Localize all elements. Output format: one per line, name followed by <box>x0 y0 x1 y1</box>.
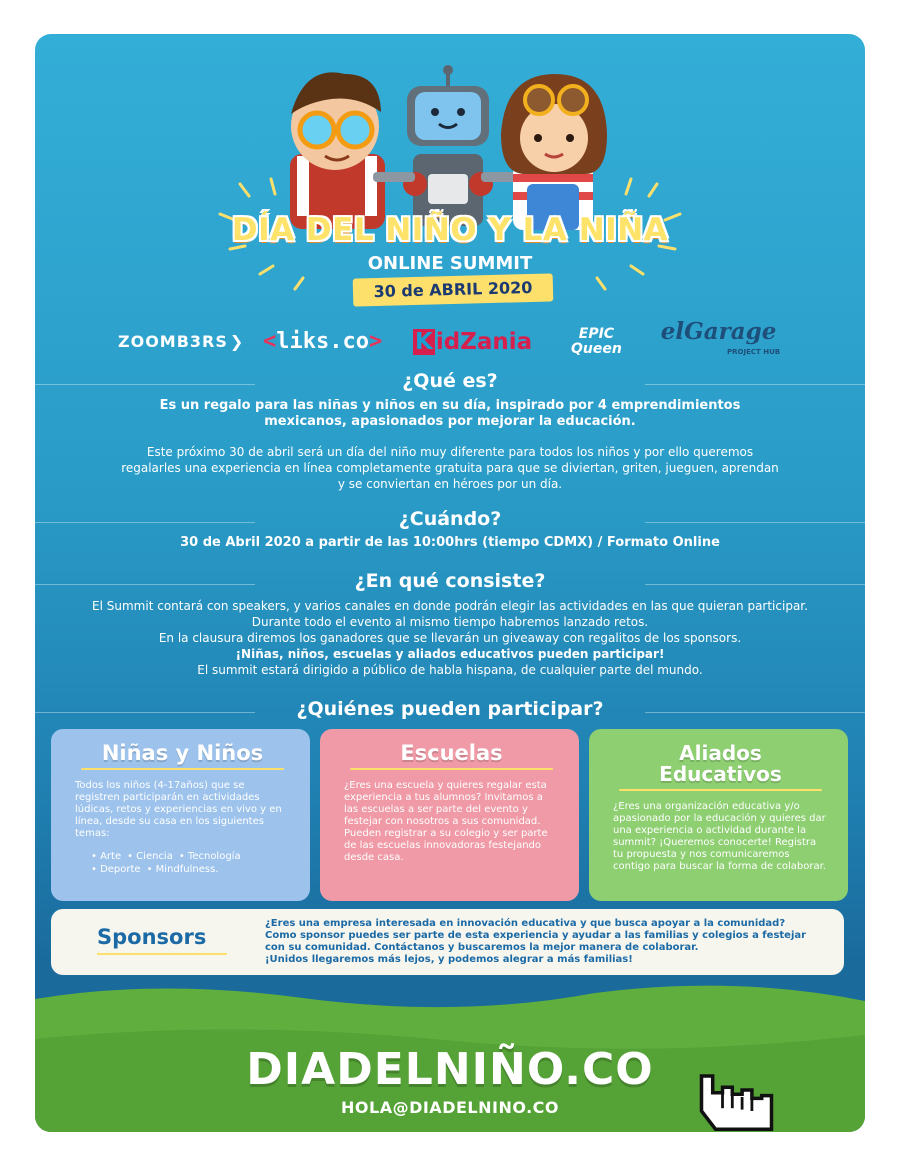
consiste-description <box>65 598 835 678</box>
card-title: Niñas y Niños <box>101 741 264 765</box>
que-es-intro <box>65 398 835 430</box>
topic-item: • Deporte <box>91 864 141 875</box>
logo-zoombers <box>118 319 244 364</box>
card-body: ¿Eres una organización educativa y/o apasionado por la educación y quieres dar una experiencia o actividad durante la summit? ¡Queremos conocerte! Registra tu propuesta y nos comunicaremos contigo para buscar la forma de colaborar. <box>613 801 826 872</box>
consiste-line: El summit estará dirigido a público de habla hispana, de cualquier parte del mundo. <box>197 663 703 677</box>
que-es-bold-line: Es un regalo para las niñas y niños en su día, inspirado por 4 emprendimientos <box>159 398 741 413</box>
card-underline <box>350 768 553 770</box>
que-es-line: y se conviertan en héroes por un día. <box>337 477 563 491</box>
logo-epic-queen <box>571 319 622 364</box>
topic-item: • Ciencia <box>127 851 173 862</box>
consiste-highlight: ¡Niñas, niños, escuelas y aliados educativos pueden participar! <box>235 647 665 661</box>
topics-list <box>75 850 290 876</box>
poster <box>35 34 865 1132</box>
date-banner: 30 de ABRIL 2020 <box>353 273 554 306</box>
que-es-line: Este próximo 30 de abril será un día del niño muy diferente para todos los niños y por ello queremos <box>146 445 754 459</box>
logo-liks <box>263 319 382 364</box>
sponsors-title: Sponsors <box>97 925 207 949</box>
sponsors-underline <box>97 953 227 955</box>
website-link[interactable]: DIADELNIÑO.CO <box>246 1044 654 1095</box>
card-title: Escuelas <box>400 741 503 765</box>
que-es-description <box>65 444 835 492</box>
girl-illustration <box>501 74 607 230</box>
robot-illustration <box>373 65 523 226</box>
card-body: Todos los niños (4-17años) que se registren participarán en actividades lúdicas, retos y experiencias en vivo y en línea, desde su casa en los siguientes temas: <box>75 780 282 839</box>
cuando-text: 30 de Abril 2020 a partir de las 10:00hrs (tiempo CDMX) / Formato Online <box>180 535 720 550</box>
sponsors-panel <box>51 909 844 975</box>
zoombers-text: ZOOMB3RS <box>118 332 228 351</box>
card-aliados <box>589 729 848 901</box>
kidzania-k: K <box>415 328 433 355</box>
que-es-bold-line: mexicanos, apasionados por mejorar la educación. <box>264 414 636 429</box>
logo-kidzania <box>413 319 532 364</box>
card-title-line-2: Educativos <box>659 762 782 786</box>
topic-item: • Tecnología <box>178 851 241 862</box>
section-title-cuando: ¿Cuándo? <box>35 508 865 530</box>
consiste-line: En la clausura diremos los ganadores que se llevarán un giveaway con regalitos de los sponsors. <box>158 631 742 645</box>
sponsors-line: con su comunidad. Contáctanos y buscaremos la mejor manera de colaborar. <box>265 942 699 953</box>
pointing-hand-cursor-icon <box>675 1069 805 1132</box>
card-title-line-1: Aliados <box>679 741 762 765</box>
queen-text: Queen <box>571 340 622 357</box>
sponsors-line: Como sponsor puedes ser parte de esta experiencia y ayudar a las familias y colegios a festejar <box>265 930 807 941</box>
garage-text: elGarage <box>660 317 777 345</box>
event-title: DÍA DEL NIÑO Y LA NIÑA <box>231 212 669 248</box>
card-body: ¿Eres una escuela y quieres regalar esta experiencia a tus alumnos? Invitamos a las escuelas a ser parte del evento y festejar con nosotros a sus comunidad. Pueden registrar a su colegio y ser parte de las escuelas innovadoras festejando desde casa. <box>344 780 548 863</box>
card-underline <box>81 768 284 770</box>
hero <box>35 34 865 344</box>
topic-item: • Arte <box>91 851 122 862</box>
sponsors-line: ¿Eres una empresa interesada en innovación educativa y que busca apoyar a la comunidad? <box>265 918 786 929</box>
contact-email[interactable]: HOLA@DIADELNINO.CO <box>341 1098 559 1117</box>
epic-text: EPIC <box>578 325 615 342</box>
sponsors-line: ¡Unidos llegaremos más lejos, y podemos alegrar a más familias! <box>265 954 633 965</box>
section-title-quienes: ¿Quiénes pueden participar? <box>35 698 865 720</box>
card-ninas-ninos <box>51 729 310 901</box>
sponsor-logos <box>35 319 865 364</box>
sponsors-text <box>265 918 825 966</box>
bracket-left-icon: < <box>263 329 277 354</box>
event-subtitle: ONLINE SUMMIT <box>367 253 533 274</box>
consiste-line: Durante todo el evento al mismo tiempo habremos lanzado retos. <box>251 615 649 629</box>
bracket-right-icon: > <box>368 329 383 354</box>
arrow-icon: ❯ <box>229 332 245 351</box>
card-underline <box>619 789 822 791</box>
topic-item: • Mindfulness. <box>146 864 219 875</box>
consiste-line: El Summit contará con speakers, y varios canales en donde podrán elegir las actividades en las que quieran participar. <box>92 599 808 613</box>
liks-text: liks.co <box>276 329 369 354</box>
section-title-que-es: ¿Qué es? <box>35 370 865 392</box>
kidzania-text: idZania <box>435 328 533 355</box>
que-es-line: regalarles una experiencia en línea completamente gratuita para que se diviertan, griten, jueguen, aprendan <box>121 461 779 475</box>
section-title-consiste: ¿En qué consiste? <box>35 570 865 592</box>
card-escuelas <box>320 729 579 901</box>
logo-elgarage <box>657 319 780 364</box>
boy-illustration <box>290 72 385 229</box>
garage-subtext: PROJECT HUB <box>727 347 781 356</box>
